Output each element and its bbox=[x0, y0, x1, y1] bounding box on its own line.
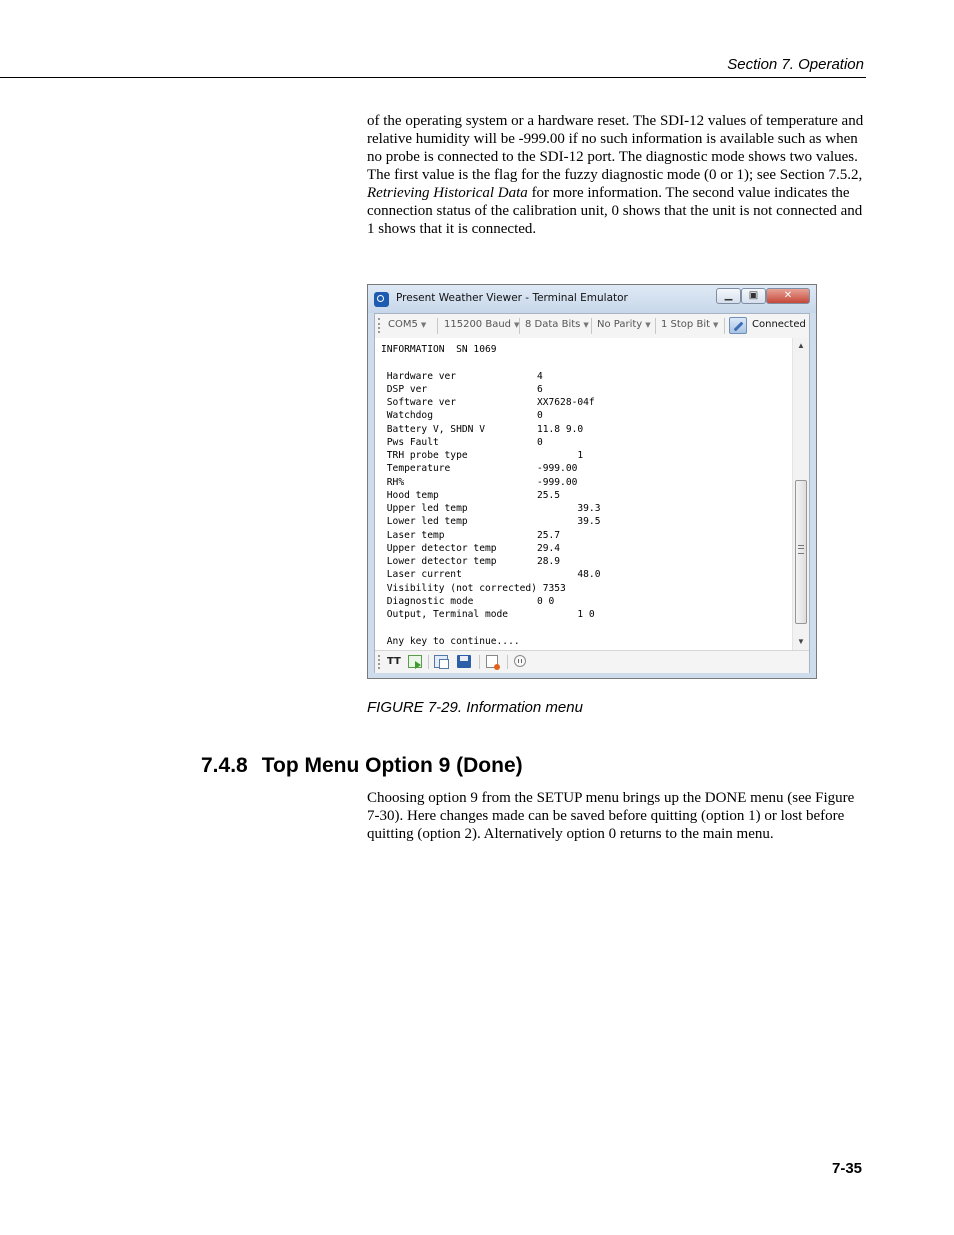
minimize-button[interactable] bbox=[716, 288, 741, 304]
terminal-line: TRH probe type 1 bbox=[381, 450, 584, 461]
section-heading bbox=[201, 754, 523, 778]
close-icon: ✕ bbox=[783, 290, 793, 301]
run-script-icon[interactable] bbox=[408, 655, 422, 668]
terminal-line: Output, Terminal mode 1 0 bbox=[381, 609, 595, 620]
data-bits-value: 8 Data Bits bbox=[525, 319, 581, 330]
stop-bit-select[interactable] bbox=[661, 319, 718, 330]
scroll-up-arrow-icon[interactable]: ▲ bbox=[797, 341, 805, 350]
toolbar-separator bbox=[519, 318, 520, 334]
terminal-line: Visibility (not corrected) 7353 bbox=[381, 582, 566, 594]
grip-icon bbox=[798, 545, 804, 554]
terminal-line: INFORMATION SN 1069 bbox=[381, 344, 497, 355]
bottom-toolbar bbox=[375, 650, 809, 673]
window-title: Present Weather Viewer - Terminal Emulator bbox=[396, 292, 628, 304]
terminal-line: Battery V, SHDN V 11.8 9.0 bbox=[381, 423, 584, 435]
chevron-down-icon: ▼ bbox=[420, 321, 427, 329]
page-number: 7-35 bbox=[832, 1160, 863, 1177]
terminal-line: Lower led temp 39.5 bbox=[381, 516, 601, 528]
terminal-line: Laser current 48.0 bbox=[381, 569, 601, 581]
window-titlebar[interactable] bbox=[368, 285, 816, 313]
connection-status[interactable]: Connected bbox=[752, 319, 806, 330]
toolbar-grip[interactable] bbox=[378, 655, 382, 669]
terminal-emulator-window bbox=[367, 284, 817, 679]
chevron-down-icon: ▼ bbox=[645, 321, 651, 329]
terminal-line: Temperature -999.00 bbox=[381, 463, 578, 475]
section-number: 7.4.8 bbox=[201, 754, 248, 777]
app-logo-icon bbox=[374, 292, 389, 307]
maximize-button[interactable] bbox=[741, 288, 766, 304]
baud-select[interactable] bbox=[444, 319, 519, 330]
scrollbar-thumb[interactable] bbox=[795, 480, 807, 624]
terminal-line: DSP ver 6 bbox=[381, 383, 543, 395]
terminal-line: Upper detector temp 29.4 bbox=[381, 542, 561, 554]
figure-caption: FIGURE 7-29. Information menu bbox=[367, 699, 583, 716]
terminal-line: Laser temp 25.7 bbox=[381, 529, 561, 541]
terminal-line: Hardware ver 4 bbox=[381, 370, 543, 382]
terminal-line: Watchdog 0 bbox=[381, 410, 543, 422]
toolbar-separator bbox=[591, 318, 592, 334]
terminal-line: Software ver XX7628-04f bbox=[381, 397, 595, 408]
intro-text-before: of the operating system or a hardware reset. The SDI-12 values of temperature and relative humidity will be -999.00 if no such information is available such as when no probe is connected to the SDI-12 port. The diagnostic mode shows two values. The first value is the flag for the fuzzy diagnostic mode (0 or 1); see Section 7.5.2, bbox=[367, 113, 864, 183]
port-select[interactable] bbox=[388, 319, 426, 330]
terminal-line: Lower detector temp 28.9 bbox=[381, 556, 561, 567]
terminal-line: RH% -999.00 bbox=[381, 476, 578, 488]
port-value: COM5 bbox=[388, 319, 418, 330]
chevron-down-icon: ▼ bbox=[713, 321, 719, 329]
chevron-down-icon: ▼ bbox=[583, 321, 589, 329]
toolbar-separator bbox=[479, 655, 480, 669]
parity-value: No Parity bbox=[597, 319, 643, 330]
chevron-down-icon: ▼ bbox=[514, 321, 520, 329]
historical-data-reference: Retrieving Historical Data bbox=[367, 185, 528, 201]
window-client-area bbox=[374, 313, 810, 673]
scroll-down-arrow-icon[interactable]: ▼ bbox=[797, 637, 805, 646]
pause-icon[interactable] bbox=[514, 655, 526, 667]
section-header-text: Section 7. Operation bbox=[727, 56, 864, 73]
terminal-line: Diagnostic mode 0 0 bbox=[381, 595, 555, 607]
maximize-icon: ▣ bbox=[748, 290, 759, 301]
terminal-scrollbar[interactable] bbox=[792, 338, 809, 650]
terminal-line: Upper led temp 39.3 bbox=[381, 503, 601, 514]
connection-toolbar bbox=[375, 314, 809, 339]
toolbar-separator bbox=[724, 318, 725, 334]
toolbar-separator bbox=[428, 655, 429, 669]
stop-bit-value: 1 Stop Bit bbox=[661, 319, 711, 330]
terminal-line: Pws Fault 0 bbox=[381, 436, 543, 448]
toolbar-separator bbox=[655, 318, 656, 334]
terminal-line: Hood temp 25.5 bbox=[381, 489, 561, 501]
save-icon[interactable] bbox=[457, 655, 471, 668]
new-log-icon[interactable] bbox=[486, 655, 498, 668]
terminal-line: Any key to continue.... bbox=[381, 635, 520, 647]
close-button[interactable] bbox=[766, 288, 810, 304]
section-title: Top Menu Option 9 (Done) bbox=[261, 754, 523, 777]
intro-paragraph bbox=[367, 112, 867, 238]
copy-icon[interactable] bbox=[434, 655, 448, 668]
parity-select[interactable] bbox=[597, 319, 651, 330]
toolbar-grip[interactable] bbox=[378, 318, 382, 333]
toolbar-separator bbox=[437, 318, 438, 334]
intro-text-after: for more information. The second value indicates the connection status of the calibration unit, 0 shows that the unit is not connected and 1 shows that it is connected. bbox=[367, 185, 863, 237]
terminal-output[interactable] bbox=[375, 338, 792, 650]
section-body: Choosing option 9 from the SETUP menu brings up the DONE menu (see Figure 7-30). Here changes made can be saved before quitting (option 1) or lost before quitting (option 2). Alternatively option 0 returns to the main menu. bbox=[367, 790, 855, 842]
toolbar-separator bbox=[507, 655, 508, 669]
baud-value: 115200 Baud bbox=[444, 319, 512, 330]
minimize-icon: ▁ bbox=[724, 290, 733, 301]
data-bits-select[interactable] bbox=[525, 319, 589, 330]
page-header bbox=[0, 55, 866, 78]
text-mode-icon[interactable]: TT bbox=[387, 656, 401, 667]
plug-icon[interactable] bbox=[729, 317, 747, 334]
